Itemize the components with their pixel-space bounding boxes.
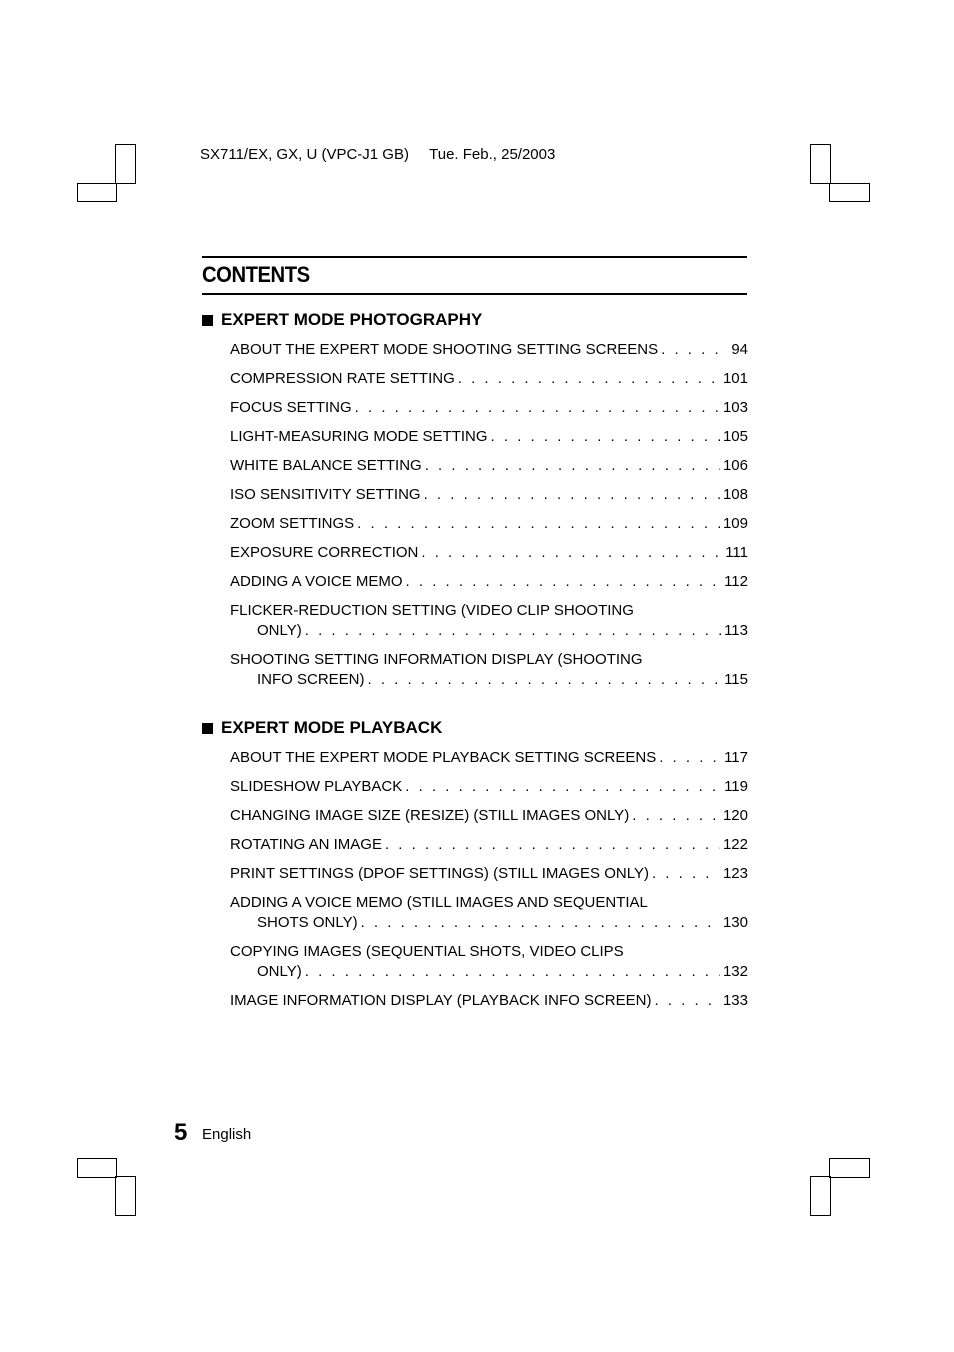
toc-entry-page: 119 xyxy=(724,778,748,795)
crop-mark xyxy=(77,183,117,202)
leader-dots xyxy=(368,670,722,690)
toc-entry[interactable] xyxy=(230,650,748,690)
toc-entry-label: ONLY) xyxy=(257,963,302,980)
title-top-rule xyxy=(202,256,747,258)
section-expert-mode-photography xyxy=(202,309,748,690)
toc-entry-label: PRINT SETTINGS (DPOF SETTINGS) (STILL IMAGES ONLY) xyxy=(230,865,649,882)
section-heading xyxy=(202,717,748,739)
toc-entry-page: 101 xyxy=(722,370,748,387)
toc-entry-page: 123 xyxy=(722,865,748,882)
toc-entry-label: ADDING A VOICE MEMO xyxy=(230,573,403,590)
leader-dots xyxy=(305,621,721,641)
page-title: CONTENTS xyxy=(202,262,310,287)
crop-mark xyxy=(810,144,831,184)
toc-entry[interactable] xyxy=(230,777,748,797)
toc-entry-page: 120 xyxy=(722,807,748,824)
leader-dots xyxy=(654,991,720,1011)
toc-entry-page: 112 xyxy=(724,573,748,590)
crop-mark xyxy=(115,144,136,184)
toc-entry-label: EXPOSURE CORRECTION xyxy=(230,544,419,561)
toc-entry-page: 133 xyxy=(722,992,748,1009)
toc-entry-page: 108 xyxy=(722,486,748,503)
toc-entry-page: 94 xyxy=(731,341,748,358)
toc-entry-page: 130 xyxy=(722,914,748,931)
date-label: Tue. Feb., 25/2003 xyxy=(429,146,556,163)
toc-entry[interactable] xyxy=(230,514,748,534)
leader-dots xyxy=(385,835,720,855)
toc-entry[interactable] xyxy=(230,942,748,982)
toc-entry-label: IMAGE INFORMATION DISPLAY (PLAYBACK INFO SCREEN) xyxy=(230,992,652,1009)
toc-entry-page: 111 xyxy=(725,544,748,561)
crop-mark xyxy=(810,1176,831,1216)
toc-entry-label: SHOTS ONLY) xyxy=(257,914,358,931)
crop-mark xyxy=(115,1176,136,1216)
toc-entry-label: ONLY) xyxy=(257,622,302,639)
toc-entry-label: FOCUS SETTING xyxy=(230,399,352,416)
toc-entry[interactable] xyxy=(230,543,748,563)
toc-entry-label: LIGHT-MEASURING MODE SETTING xyxy=(230,428,488,445)
toc-entry-label: ROTATING AN IMAGE xyxy=(230,836,382,853)
crop-mark xyxy=(829,183,870,202)
toc-entry-page: 113 xyxy=(724,622,748,639)
toc-entry[interactable] xyxy=(230,456,748,476)
leader-dots xyxy=(355,398,720,418)
toc-entry-page: 106 xyxy=(722,457,748,474)
square-bullet-icon xyxy=(202,315,213,326)
leader-dots xyxy=(661,340,728,360)
toc-entry-page: 122 xyxy=(722,836,748,853)
leader-dots xyxy=(458,369,720,389)
leader-dots xyxy=(632,806,720,826)
section-heading-text: EXPERT MODE PLAYBACK xyxy=(221,718,443,737)
square-bullet-icon xyxy=(202,723,213,734)
leader-dots xyxy=(491,427,720,447)
toc-entry-label: ZOOM SETTINGS xyxy=(230,515,355,532)
toc-entry[interactable] xyxy=(230,806,748,826)
toc-entry-label: INFO SCREEN) xyxy=(257,671,365,688)
toc-entry[interactable] xyxy=(230,893,748,933)
toc-entry-label: SLIDESHOW PLAYBACK xyxy=(230,778,403,795)
toc-entry-label: COMPRESSION RATE SETTING xyxy=(230,370,455,387)
toc-entry-label-line1: ADDING A VOICE MEMO (STILL IMAGES AND SEQUENTIAL xyxy=(230,894,648,911)
language-label: English xyxy=(202,1126,252,1143)
leader-dots xyxy=(357,514,720,534)
toc-entry[interactable] xyxy=(230,572,748,592)
leader-dots xyxy=(424,485,720,505)
toc-entry-page: 132 xyxy=(722,963,748,980)
toc-entry[interactable] xyxy=(230,748,748,768)
toc-entry-label-line1: SHOOTING SETTING INFORMATION DISPLAY (SHOOTING xyxy=(230,651,643,668)
leader-dots xyxy=(405,777,721,797)
toc-entry-label-line1: FLICKER-REDUCTION SETTING (VIDEO CLIP SHOOTING xyxy=(230,602,634,619)
toc-entry[interactable] xyxy=(230,835,748,855)
leader-dots xyxy=(406,572,722,592)
toc-entry[interactable] xyxy=(230,485,748,505)
toc-entry-page: 109 xyxy=(722,515,748,532)
toc-entry[interactable] xyxy=(230,864,748,884)
crop-mark xyxy=(829,1158,870,1178)
crop-mark xyxy=(77,1158,117,1178)
section-heading-text: EXPERT MODE PHOTOGRAPHY xyxy=(221,310,483,329)
toc-entry-label-line1: COPYING IMAGES (SEQUENTIAL SHOTS, VIDEO CLIPS xyxy=(230,943,624,960)
title-bottom-rule xyxy=(202,293,747,295)
toc-entry-page: 103 xyxy=(722,399,748,416)
toc-entry[interactable] xyxy=(230,340,748,360)
toc-entry-label: WHITE BALANCE SETTING xyxy=(230,457,422,474)
section-heading xyxy=(202,309,748,331)
print-header xyxy=(200,146,555,163)
leader-dots xyxy=(652,864,720,884)
leader-dots xyxy=(305,962,720,982)
toc-entry-page: 115 xyxy=(724,671,748,688)
toc-entry-label: CHANGING IMAGE SIZE (RESIZE) (STILL IMAGES ONLY) xyxy=(230,807,630,824)
toc-entry[interactable] xyxy=(230,427,748,447)
page-number: 5 xyxy=(174,1119,188,1146)
leader-dots xyxy=(361,913,720,933)
model-label: SX711/EX, GX, U (VPC-J1 GB) xyxy=(200,146,409,163)
toc-entry[interactable] xyxy=(230,991,748,1011)
leader-dots xyxy=(425,456,720,476)
toc-entry-label: ISO SENSITIVITY SETTING xyxy=(230,486,421,503)
toc-entry-page: 105 xyxy=(722,428,748,445)
leader-dots xyxy=(659,748,721,768)
toc-entry[interactable] xyxy=(230,369,748,389)
toc-entry-label: ABOUT THE EXPERT MODE PLAYBACK SETTING SCREENS xyxy=(230,749,657,766)
toc-entry[interactable] xyxy=(230,601,748,641)
section-expert-mode-playback xyxy=(202,717,748,1011)
toc-entry-label: ABOUT THE EXPERT MODE SHOOTING SETTING SCREENS xyxy=(230,341,659,358)
toc-entry[interactable] xyxy=(230,398,748,418)
toc-entry-page: 117 xyxy=(724,749,748,766)
leader-dots xyxy=(421,543,722,563)
